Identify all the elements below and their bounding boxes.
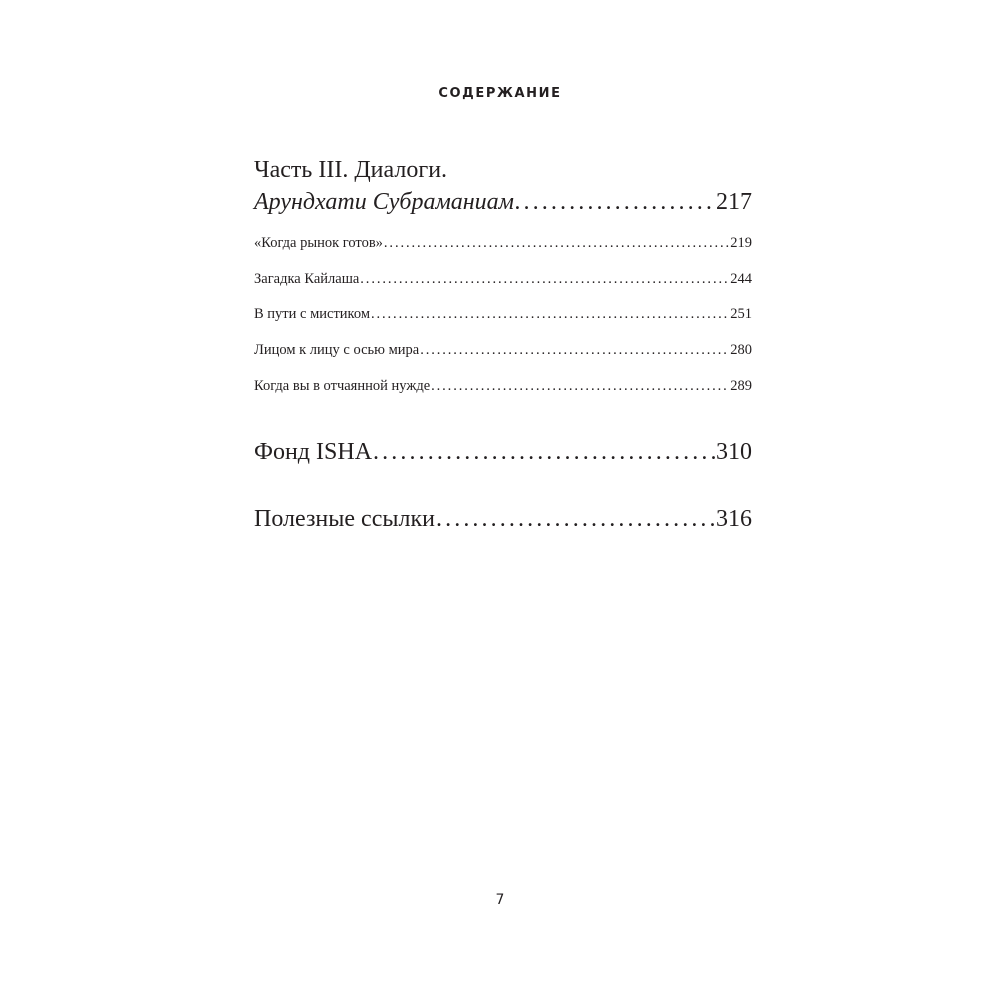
toc-entry-title: Когда вы в отчаянной нужде xyxy=(254,378,431,394)
toc-entry-title: Загадка Кайлаша xyxy=(254,271,360,287)
toc-entry-page: 219 xyxy=(730,235,752,251)
toc-entry-title: Арундхати Субраманиам xyxy=(254,189,514,215)
toc-row-entry-5[interactable] xyxy=(254,377,752,395)
toc-entry-title: Фонд ISHA xyxy=(254,439,373,465)
toc-entry-page: 217 xyxy=(716,189,752,215)
dot-leader xyxy=(373,437,715,467)
toc-entry-page: 316 xyxy=(716,506,752,532)
dot-leader xyxy=(371,305,729,323)
dot-leader xyxy=(431,377,729,395)
toc-row-section-isha[interactable] xyxy=(254,437,752,467)
part-title: Часть III. Диалоги. xyxy=(254,157,448,183)
page-header: СОДЕРЖАНИЕ xyxy=(438,86,562,101)
toc-row-entry-2[interactable] xyxy=(254,270,752,288)
dot-leader xyxy=(384,234,729,252)
page-number: 7 xyxy=(495,892,505,908)
toc-entry-page: 310 xyxy=(716,439,752,465)
toc-entry-title: Полезные ссылки xyxy=(254,506,435,532)
toc-entry-page: 244 xyxy=(730,271,752,287)
toc-row-part-author[interactable] xyxy=(254,187,752,217)
dot-leader xyxy=(436,504,715,534)
toc-entry-title: Лицом к лицу с осью мира xyxy=(254,342,420,358)
dot-leader xyxy=(515,187,715,217)
toc-entry-page: 280 xyxy=(730,342,752,358)
toc-entry-page: 251 xyxy=(730,306,752,322)
toc-row-entry-1[interactable] xyxy=(254,234,752,252)
dot-leader xyxy=(420,341,729,359)
toc-row-section-links[interactable] xyxy=(254,504,752,534)
toc-entry-title: «Когда рынок готов» xyxy=(254,235,383,251)
toc-entry-page: 289 xyxy=(730,378,752,394)
toc-row-entry-4[interactable] xyxy=(254,341,752,359)
toc-row-entry-3[interactable] xyxy=(254,305,752,323)
toc-entry-title: В пути с мистиком xyxy=(254,306,371,322)
dot-leader xyxy=(360,270,729,288)
